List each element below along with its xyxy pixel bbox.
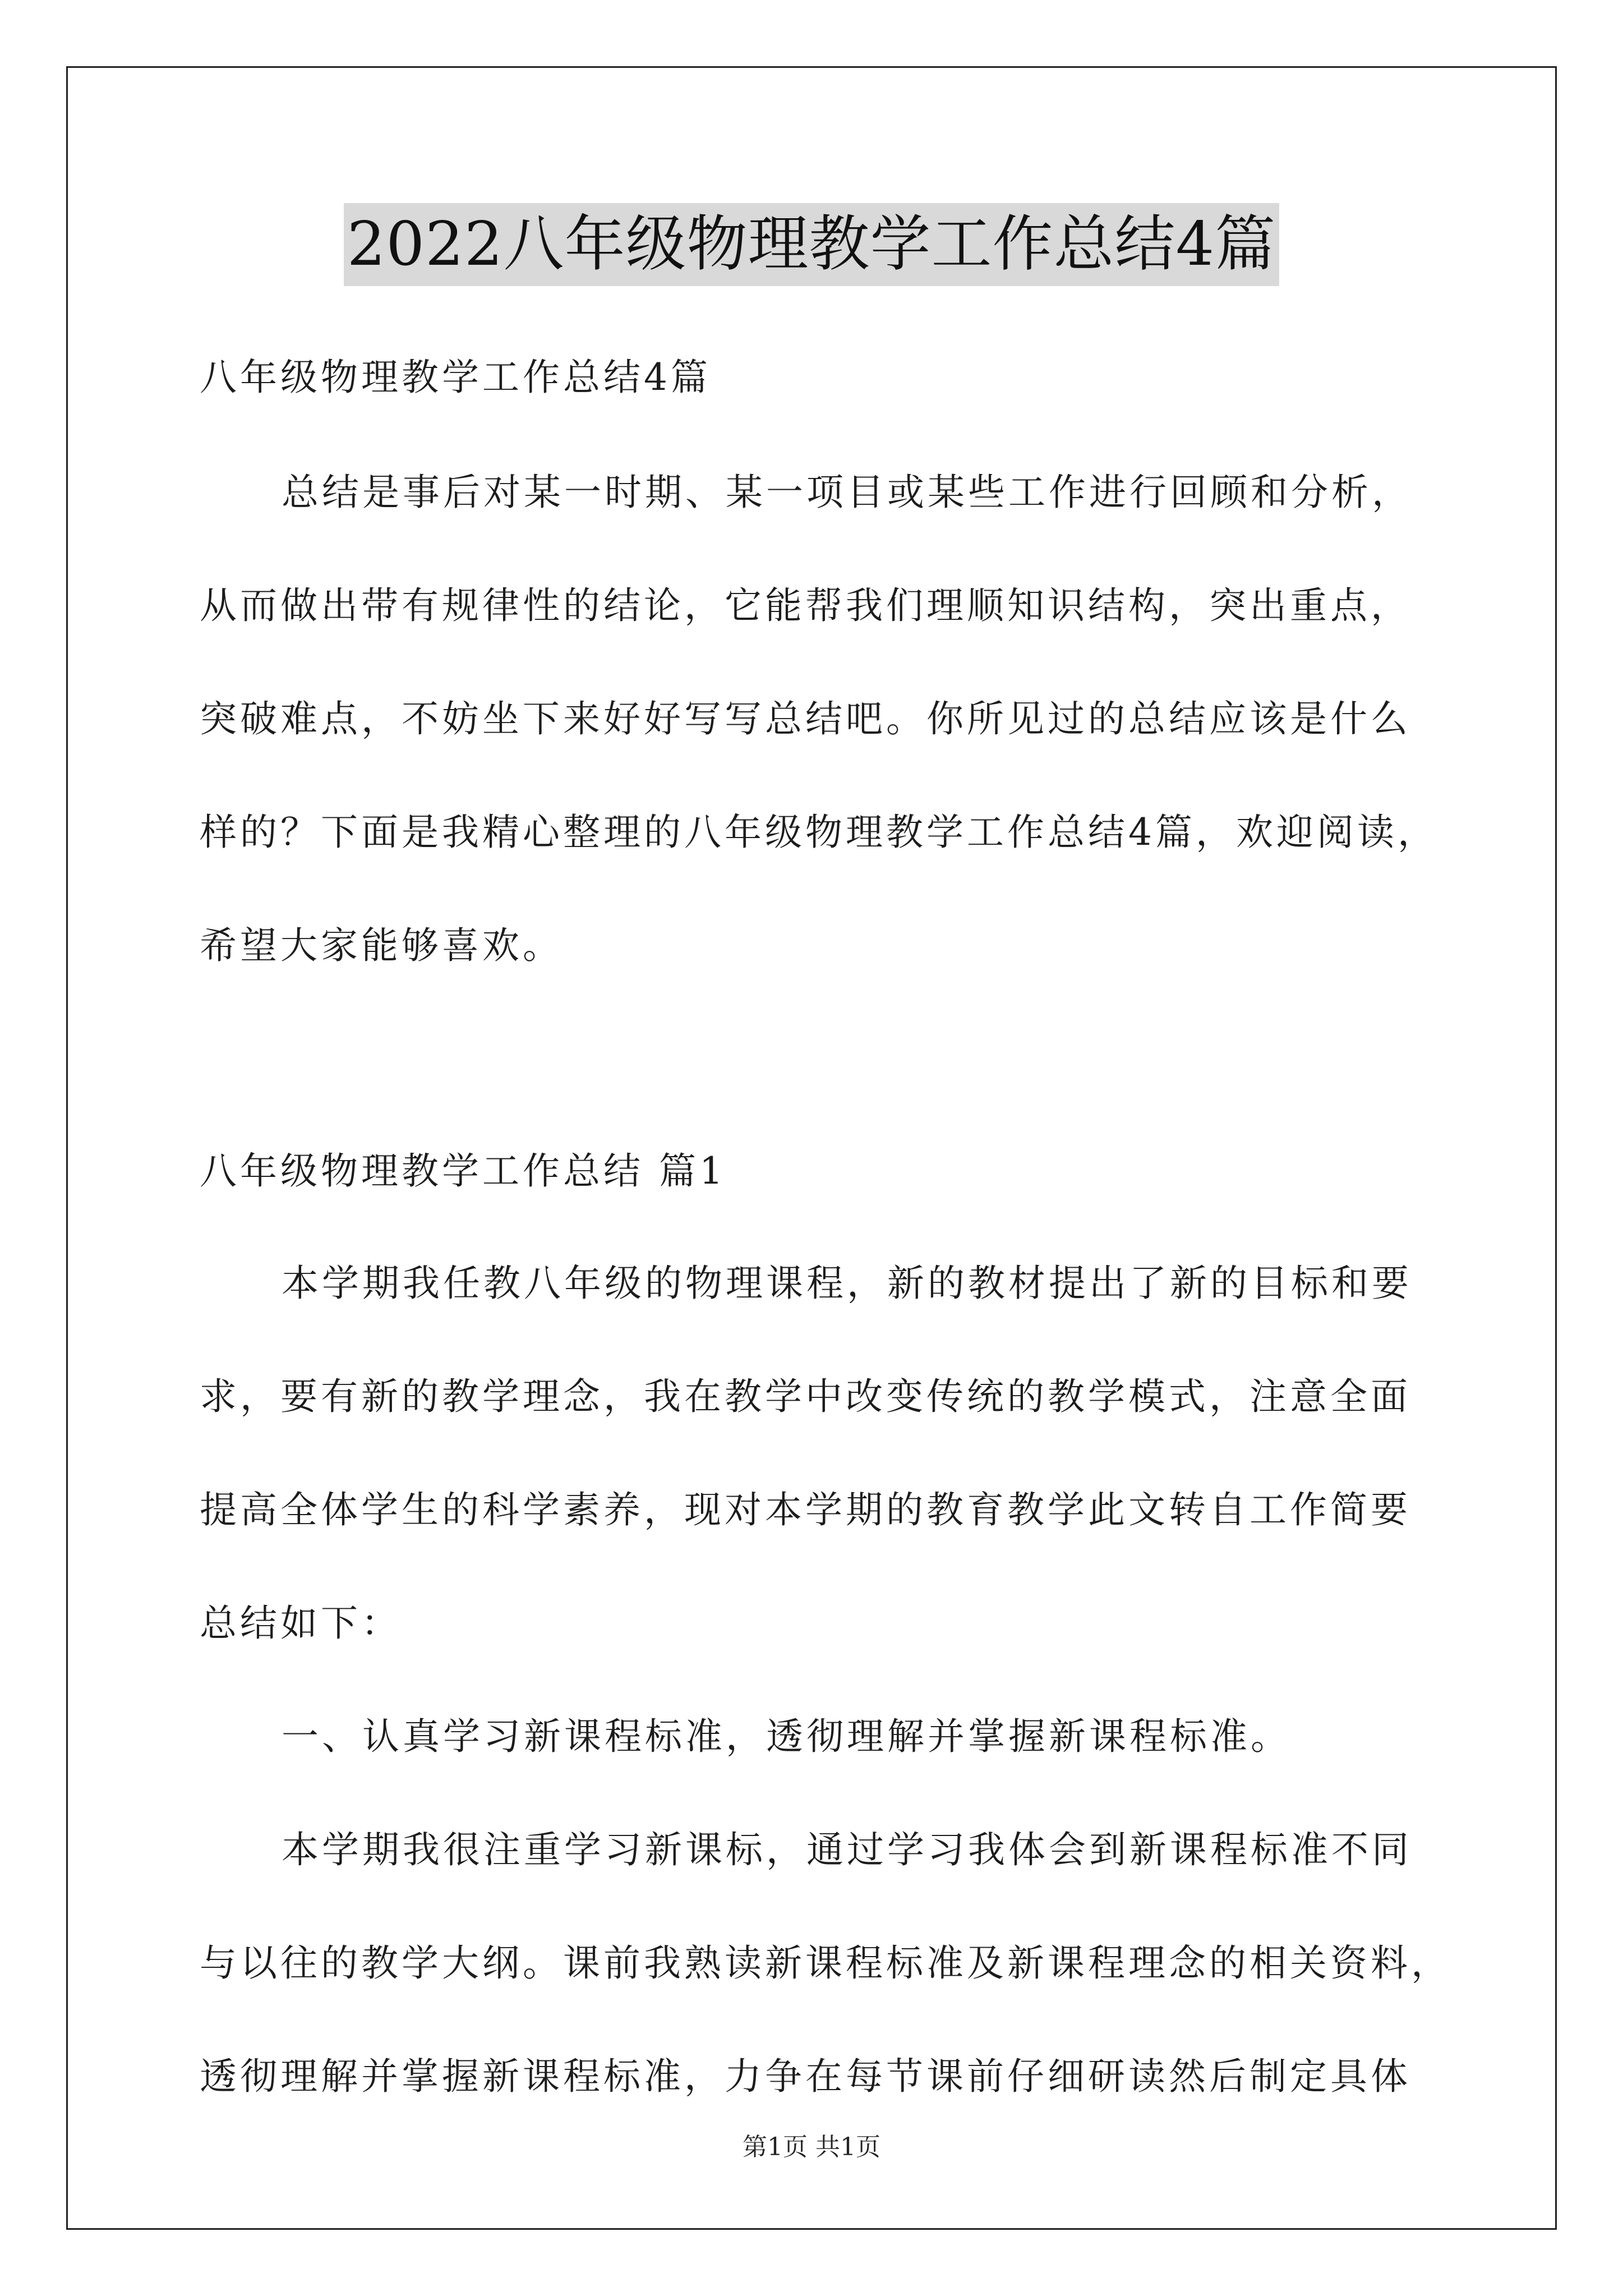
intro-line: 总结是事后对某一时期、某一项目或某些工作进行回顾和分析， <box>282 471 1412 514</box>
title-container <box>0 203 1623 286</box>
paragraph-line: 透彻理解并掌握新课程标准，力争在每节课前仔细研读然后制定具体 <box>200 2055 1411 2098</box>
intro-line: 从而做出带有规律性的结论，它能帮我们理顺知识结构，突出重点， <box>200 584 1411 627</box>
paragraph-line: 总结如下： <box>200 1602 402 1645</box>
paragraph-line: 求，要有新的教学理念，我在教学中改变传统的教学模式，注意全面 <box>200 1375 1411 1418</box>
point-heading: 一、认真学习新课程标准，透彻理解并掌握新课程标准。 <box>282 1715 1291 1758</box>
intro-line: 希望大家能够喜欢。 <box>200 924 563 967</box>
paragraph-line: 与以往的教学大纲。课前我熟读新课程标准及新课程理念的相关资料， <box>200 1941 1451 1985</box>
paragraph-line: 本学期我很注重学习新课标，通过学习我体会到新课程标准不同 <box>282 1828 1412 1871</box>
intro-line: 样的？下面是我精心整理的八年级物理教学工作总结4篇，欢迎阅读， <box>200 811 1438 854</box>
paragraph-line: 本学期我任教八年级的物理课程，新的教材提出了新的目标和要 <box>282 1262 1412 1305</box>
subtitle: 八年级物理教学工作总结4篇 <box>200 356 711 399</box>
intro-line: 突破难点，不妨坐下来好好写写总结吧。你所见过的总结应该是什么 <box>200 697 1411 740</box>
document-title: 2022八年级物理教学工作总结4篇 <box>344 203 1280 286</box>
paragraph-line: 提高全体学生的科学素养，现对本学期的教育教学此文转自工作简要 <box>200 1488 1411 1531</box>
section-heading: 八年级物理教学工作总结 篇1 <box>200 1149 726 1193</box>
page-footer: 第1页 共1页 <box>743 2133 880 2161</box>
